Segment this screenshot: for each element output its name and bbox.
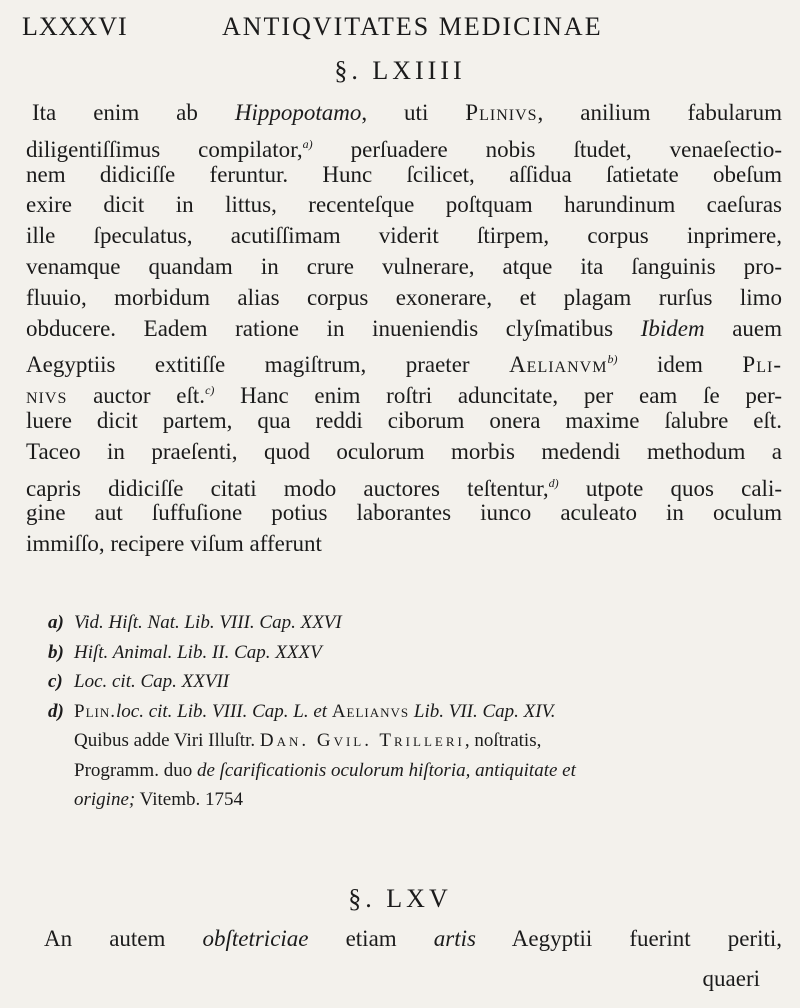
footnote-ref-b: b) bbox=[607, 352, 618, 367]
footnote-d-line: origine; Vitemb. 1754 bbox=[74, 789, 243, 810]
footnote-b: b) Hiſt. Animal. Lib. II. Cap. XXXV bbox=[48, 641, 322, 663]
catchword: quaeri bbox=[702, 966, 760, 991]
page-header bbox=[22, 8, 778, 42]
text-line: ille ſpeculatus, acutiſſimam viderit ſtirpem, corpus inprimere, bbox=[26, 223, 782, 249]
text-line: fluuio, morbidum alias corpus exonerare, et plagam rurſus limo bbox=[26, 284, 782, 310]
footnote-ref-d: d) bbox=[548, 475, 559, 490]
footnote-c: c) Loc. cit. Cap. XXVII bbox=[48, 671, 230, 692]
text-line: gine aut ſuffuſione potius laborantes iunco aculeato in oculum bbox=[26, 500, 782, 526]
text-line: Aegyptiis extitiſſe magiſtrum, praeter Aelianvm$^{b)}$ idem Pli- bbox=[26, 352, 782, 378]
text-line: An autem obſtetriciae etiam artis Aegyptii fuerint periti, bbox=[44, 926, 782, 951]
running-title: ANTIQVITATES MEDICINAE bbox=[222, 12, 603, 41]
footnote-d-line: Programm. duo de ſcarificationis oculorum hiſtoria, antiquitate et bbox=[74, 759, 576, 781]
text-line: nivs auctor eſt.$^{c)}$ Hanc enim roſtri aduncitate, per eam ſe per- bbox=[26, 383, 782, 409]
text-line: obducere. Eadem ratione in inueniendis clyſmatibus Ibidem auem bbox=[26, 315, 783, 341]
text-line: Taceo in praeſenti, quod oculorum morbis medendi methodum a bbox=[26, 438, 782, 464]
page-number: LXXXVI bbox=[22, 12, 128, 41]
footnote-d: d) Plin.loc. cit. Lib. VIII. Cap. L. et Aelianvs Lib. VII. Cap. XIV. bbox=[48, 700, 556, 722]
text-line: venamque quandam in crure vulnerare, atque ita ſanguinis pro- bbox=[26, 253, 782, 279]
paragraph-64 bbox=[26, 98, 782, 560]
footnote-ref-a: a) bbox=[302, 136, 313, 151]
text-line: luere dicit partem, qua reddi ciborum onera maxime ſalubre eſt. bbox=[26, 407, 782, 433]
footnote-a: a) Vid. Hiſt. Nat. Lib. VIII. Cap. XXVI bbox=[48, 612, 342, 633]
footnote-ref-c: c) bbox=[205, 383, 215, 398]
footnotes bbox=[48, 608, 768, 815]
section-heading-65: §. LXV bbox=[348, 884, 452, 913]
text-line: Ita enim ab Hippopotamo, uti Plinivs, anilium fabularum bbox=[32, 100, 782, 125]
section-heading-64: §. LXIIII bbox=[334, 56, 466, 85]
text-line: exire dicit in littus, recenteſque poſtquam harundinum caeſuras bbox=[26, 192, 782, 218]
text-line: diligentiſſimus compilator,$^{a)}$ perſuadere nobis ſtudet, venaeſectio- bbox=[26, 136, 782, 162]
text-line: immiſſo, recipere viſum afferunt bbox=[26, 531, 322, 557]
paragraph-65 bbox=[26, 924, 782, 955]
footnote-d-line: Quibus adde Viri Illuſtr. Dan. Gvil. Trilleri, noſtratis, bbox=[74, 730, 542, 751]
text-line: nem didiciſſe feruntur. Hunc ſcilicet, aſſidua ſatietate obeſum bbox=[26, 161, 782, 187]
text-line: capris didiciſſe citati modo auctores teſtentur,$^{d)}$ utpote quos cali- bbox=[26, 475, 782, 501]
